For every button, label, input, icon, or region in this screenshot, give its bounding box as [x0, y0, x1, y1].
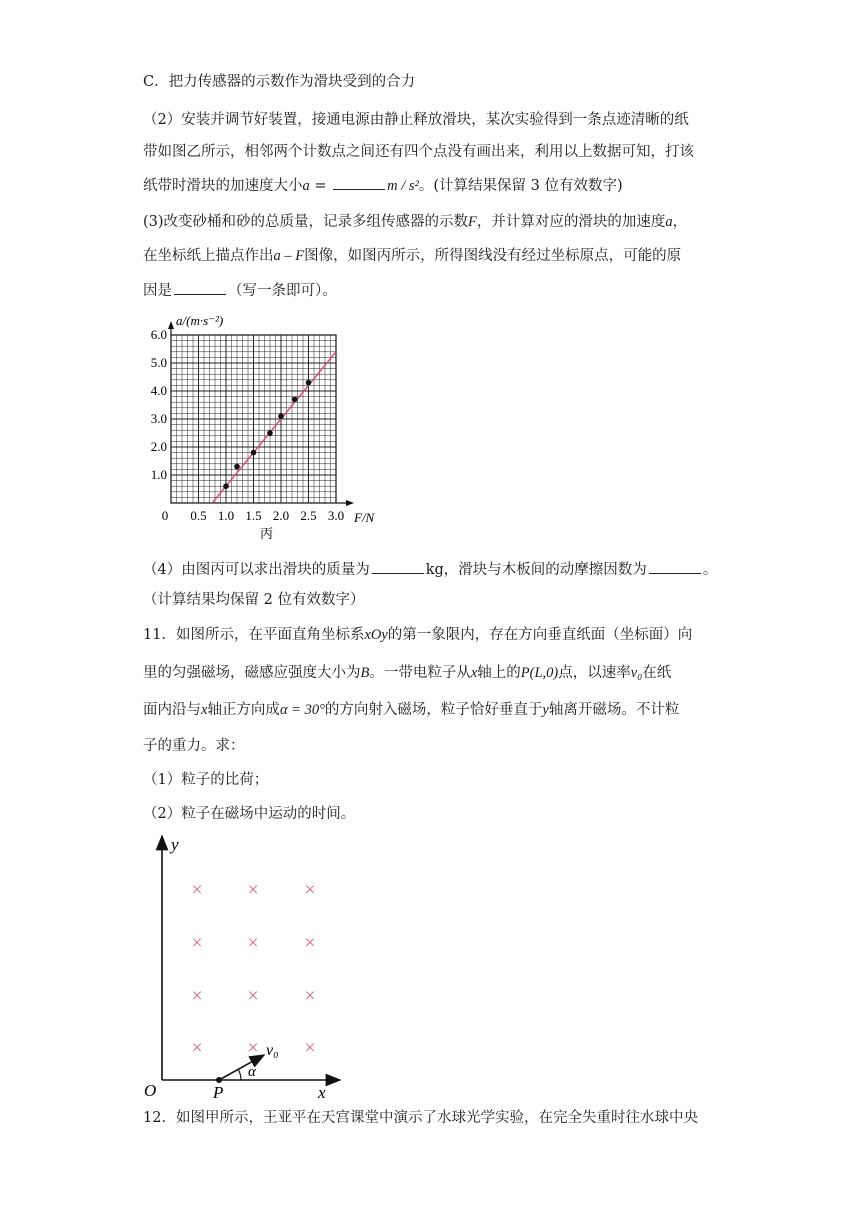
option-c: C．把力传感器的示数作为滑块受到的合力 — [143, 74, 416, 90]
var-x: x — [470, 665, 478, 681]
field-cross: × — [191, 1037, 203, 1059]
y-tick-label: 4.0 — [150, 383, 167, 398]
q12-line1: 12．如图甲所示，王亚平在天宫课堂中演示了水球光学实验，在完全失重时往水球中央 — [143, 1110, 698, 1126]
q11-text-e: 轴上的 — [477, 665, 521, 681]
q3-text-b: ，并计算对应的滑块的加速度 — [476, 214, 666, 230]
q3-text-a: (3)改变砂桶和砂的总质量，记录多组传感器的示数 — [143, 214, 469, 230]
x-tick-label: 3.0 — [327, 508, 345, 523]
q3-text-f: 因是 — [143, 283, 172, 299]
q3-text-e: 图像，如图丙所示，所得图线没有经过坐标原点，可能的原 — [304, 248, 682, 264]
q11-sub1: （1）粒子的比荷； — [143, 772, 269, 788]
data-point — [292, 397, 298, 403]
q11-text-b: 的第一象限内，存在方向垂直纸面（坐标面）向 — [387, 627, 693, 643]
point-P: P(L,0) — [520, 665, 559, 681]
data-point — [251, 450, 257, 456]
q3-text-g: （写一条即可）。 — [228, 283, 337, 299]
answer-blank-friction[interactable] — [649, 558, 701, 574]
y-tick-label: 2.0 — [150, 439, 167, 454]
q11-text-c: 里的匀强磁场，磁感应强度大小为 — [143, 665, 361, 681]
chart-caption: 丙 — [260, 526, 274, 541]
field-cross: × — [247, 1037, 259, 1059]
equals-sign: = — [309, 178, 332, 194]
q11-text-g: 在纸 — [642, 665, 672, 681]
x-tick-label: 2.0 — [272, 508, 290, 523]
angle-alpha: α = 30° — [279, 702, 325, 718]
magnetic-field-diagram — [140, 830, 360, 1100]
data-point — [223, 483, 229, 489]
field-crosses — [191, 879, 315, 1059]
field-cross: × — [304, 985, 316, 1007]
q4-text-b: kg，滑块与木板间的动摩擦因数为 — [425, 562, 647, 578]
q3-line1 — [143, 212, 687, 232]
unit-ms2: m / s² — [387, 178, 419, 194]
answer-blank-acceleration[interactable] — [333, 174, 385, 190]
field-cross: × — [304, 932, 316, 954]
q11-text-k: 轴离开磁场。不计粒 — [548, 702, 680, 718]
x-axis-label: x — [318, 1083, 326, 1100]
var-v0: v₀ — [630, 665, 643, 681]
q2-text-a: 纸带时滑块的加速度大小 — [143, 178, 303, 194]
var-a: a — [302, 178, 310, 194]
q11-line3 — [143, 700, 679, 720]
q11-text-j: 的方向射入磁场，粒子恰好垂直于 — [324, 702, 543, 718]
q4-text-a: （4）由图丙可以求出滑块的质量为 — [143, 562, 370, 578]
y-axis-label: y — [171, 835, 179, 854]
field-cross: × — [191, 985, 203, 1007]
q11-text-a: 11．如图所示，在平面直角坐标系 — [143, 627, 365, 643]
field-cross: × — [247, 932, 259, 954]
var-F: F — [468, 214, 477, 230]
q11-line4: 子的重力。求： — [143, 738, 245, 754]
angle-arc — [238, 1069, 241, 1080]
data-point — [278, 413, 284, 419]
x-tick-label: 1.5 — [245, 508, 262, 523]
answer-blank-reason[interactable] — [174, 279, 226, 295]
x-axis-arrow — [346, 500, 354, 506]
field-cross: × — [304, 1037, 316, 1059]
var-a-F: a – F — [273, 248, 305, 264]
field-cross: × — [191, 879, 203, 901]
q11-line1 — [143, 625, 692, 645]
var-B: B — [360, 665, 370, 681]
q3-line2 — [143, 246, 681, 266]
point-p-label: P — [213, 1083, 224, 1100]
chart-grid — [171, 335, 336, 503]
field-cross: × — [304, 879, 316, 901]
data-point — [306, 380, 312, 386]
q2-text-b: 。(计算结果保留 3 位有效数字) — [418, 178, 623, 194]
q11-sub2: （2）粒子在磁场中运动的时间。 — [143, 806, 356, 822]
q11-line2 — [143, 663, 671, 683]
chart-xlabel: F/N — [354, 510, 375, 525]
q2-line2: 带如图乙所示，相邻两个计数点之间还有四个点没有画出来，利用以上数据可知，打该 — [143, 144, 694, 160]
data-point — [267, 430, 273, 436]
x-tick-label: 0.5 — [190, 508, 207, 523]
var-a: a — [665, 214, 673, 230]
chart-ylabel: a/(m·s⁻²) — [176, 313, 224, 328]
answer-blank-mass[interactable] — [372, 558, 424, 574]
field-cross: × — [247, 879, 259, 901]
q2-line3 — [143, 174, 623, 196]
q11-text-d: 。一带电粒子从 — [369, 665, 471, 681]
q3-text-d: 在坐标纸上描点作出 — [143, 248, 274, 264]
velocity-label: v₀ — [266, 1042, 279, 1059]
q4-line1 — [143, 558, 717, 580]
field-cross: × — [247, 985, 259, 1007]
q11-text-h: 面内沿与 — [143, 702, 201, 718]
q4-line2: （计算结果均保留 2 位有效数字） — [143, 592, 365, 608]
origin-label: O — [144, 1081, 157, 1100]
y-tick-label: 3.0 — [150, 411, 167, 426]
q3-text-c: ， — [672, 214, 688, 230]
q11-text-i: 轴正方向成 — [207, 702, 280, 718]
y-axis-arrow — [168, 321, 174, 329]
q4-text-c: 。 — [702, 562, 718, 578]
x-tick-label: 1.0 — [217, 508, 235, 523]
field-cross: × — [191, 932, 203, 954]
alpha-label: α — [248, 1064, 256, 1080]
q11-text-f: 点，以速率 — [558, 665, 631, 681]
var-xOy: xOy — [364, 627, 388, 643]
data-point — [234, 464, 240, 470]
x-tick-label: 2.5 — [300, 508, 317, 523]
q2-line1: （2）安装并调节好装置，接通电源由静止释放滑块，某次实验得到一条点迹清晰的纸 — [143, 112, 689, 128]
y-tick-label: 1.0 — [150, 467, 167, 482]
y-tick-label: 5.0 — [150, 355, 167, 370]
a-F-chart — [140, 308, 440, 548]
var-x: x — [201, 702, 208, 718]
var-y: y — [542, 702, 549, 718]
x-tick-label: 0 — [161, 508, 169, 523]
y-tick-label: 6.0 — [150, 327, 167, 342]
q3-line3 — [143, 279, 337, 301]
